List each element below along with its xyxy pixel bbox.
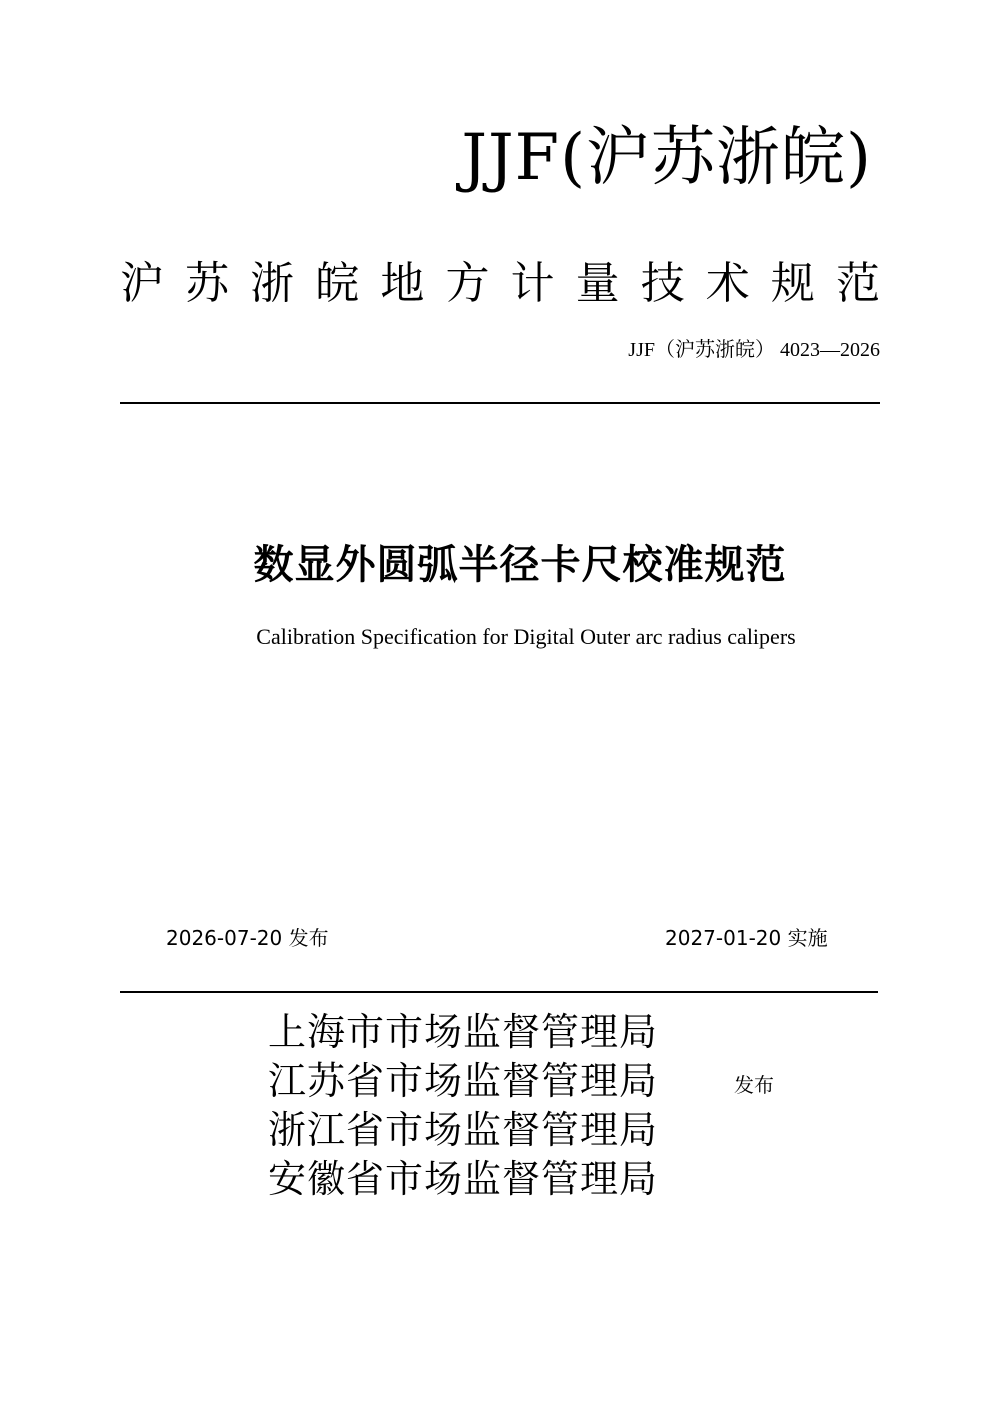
issue-date: 2026-07-20 发布 — [166, 926, 329, 950]
document-english-title: Calibration Specification for Digital Outer arc radius calipers — [256, 624, 796, 649]
standard-series-name: 沪 苏 浙 皖 地 方 计 量 技 术 规 范 — [120, 258, 880, 309]
publisher-zhejiang: 浙江省市场监督管理局 — [268, 1108, 659, 1152]
bottom-divider — [120, 991, 878, 993]
standard-logo-title: JJF(沪苏浙皖) — [461, 121, 872, 195]
top-divider — [120, 402, 880, 404]
publish-label: 发布 — [734, 1073, 774, 1097]
publisher-shanghai: 上海市市场监督管理局 — [268, 1010, 659, 1054]
document-title: 数显外圆弧半径卡尺校准规范 — [253, 542, 787, 588]
publisher-anhui: 安徽省市场监督管理局 — [268, 1157, 659, 1201]
effective-date: 2027-01-20 实施 — [665, 926, 828, 950]
standard-number: JJF（沪苏浙皖） 4023—2026 — [628, 339, 880, 361]
publisher-list — [268, 1008, 658, 1204]
publisher-jiangsu: 江苏省市场监督管理局 — [268, 1059, 659, 1103]
